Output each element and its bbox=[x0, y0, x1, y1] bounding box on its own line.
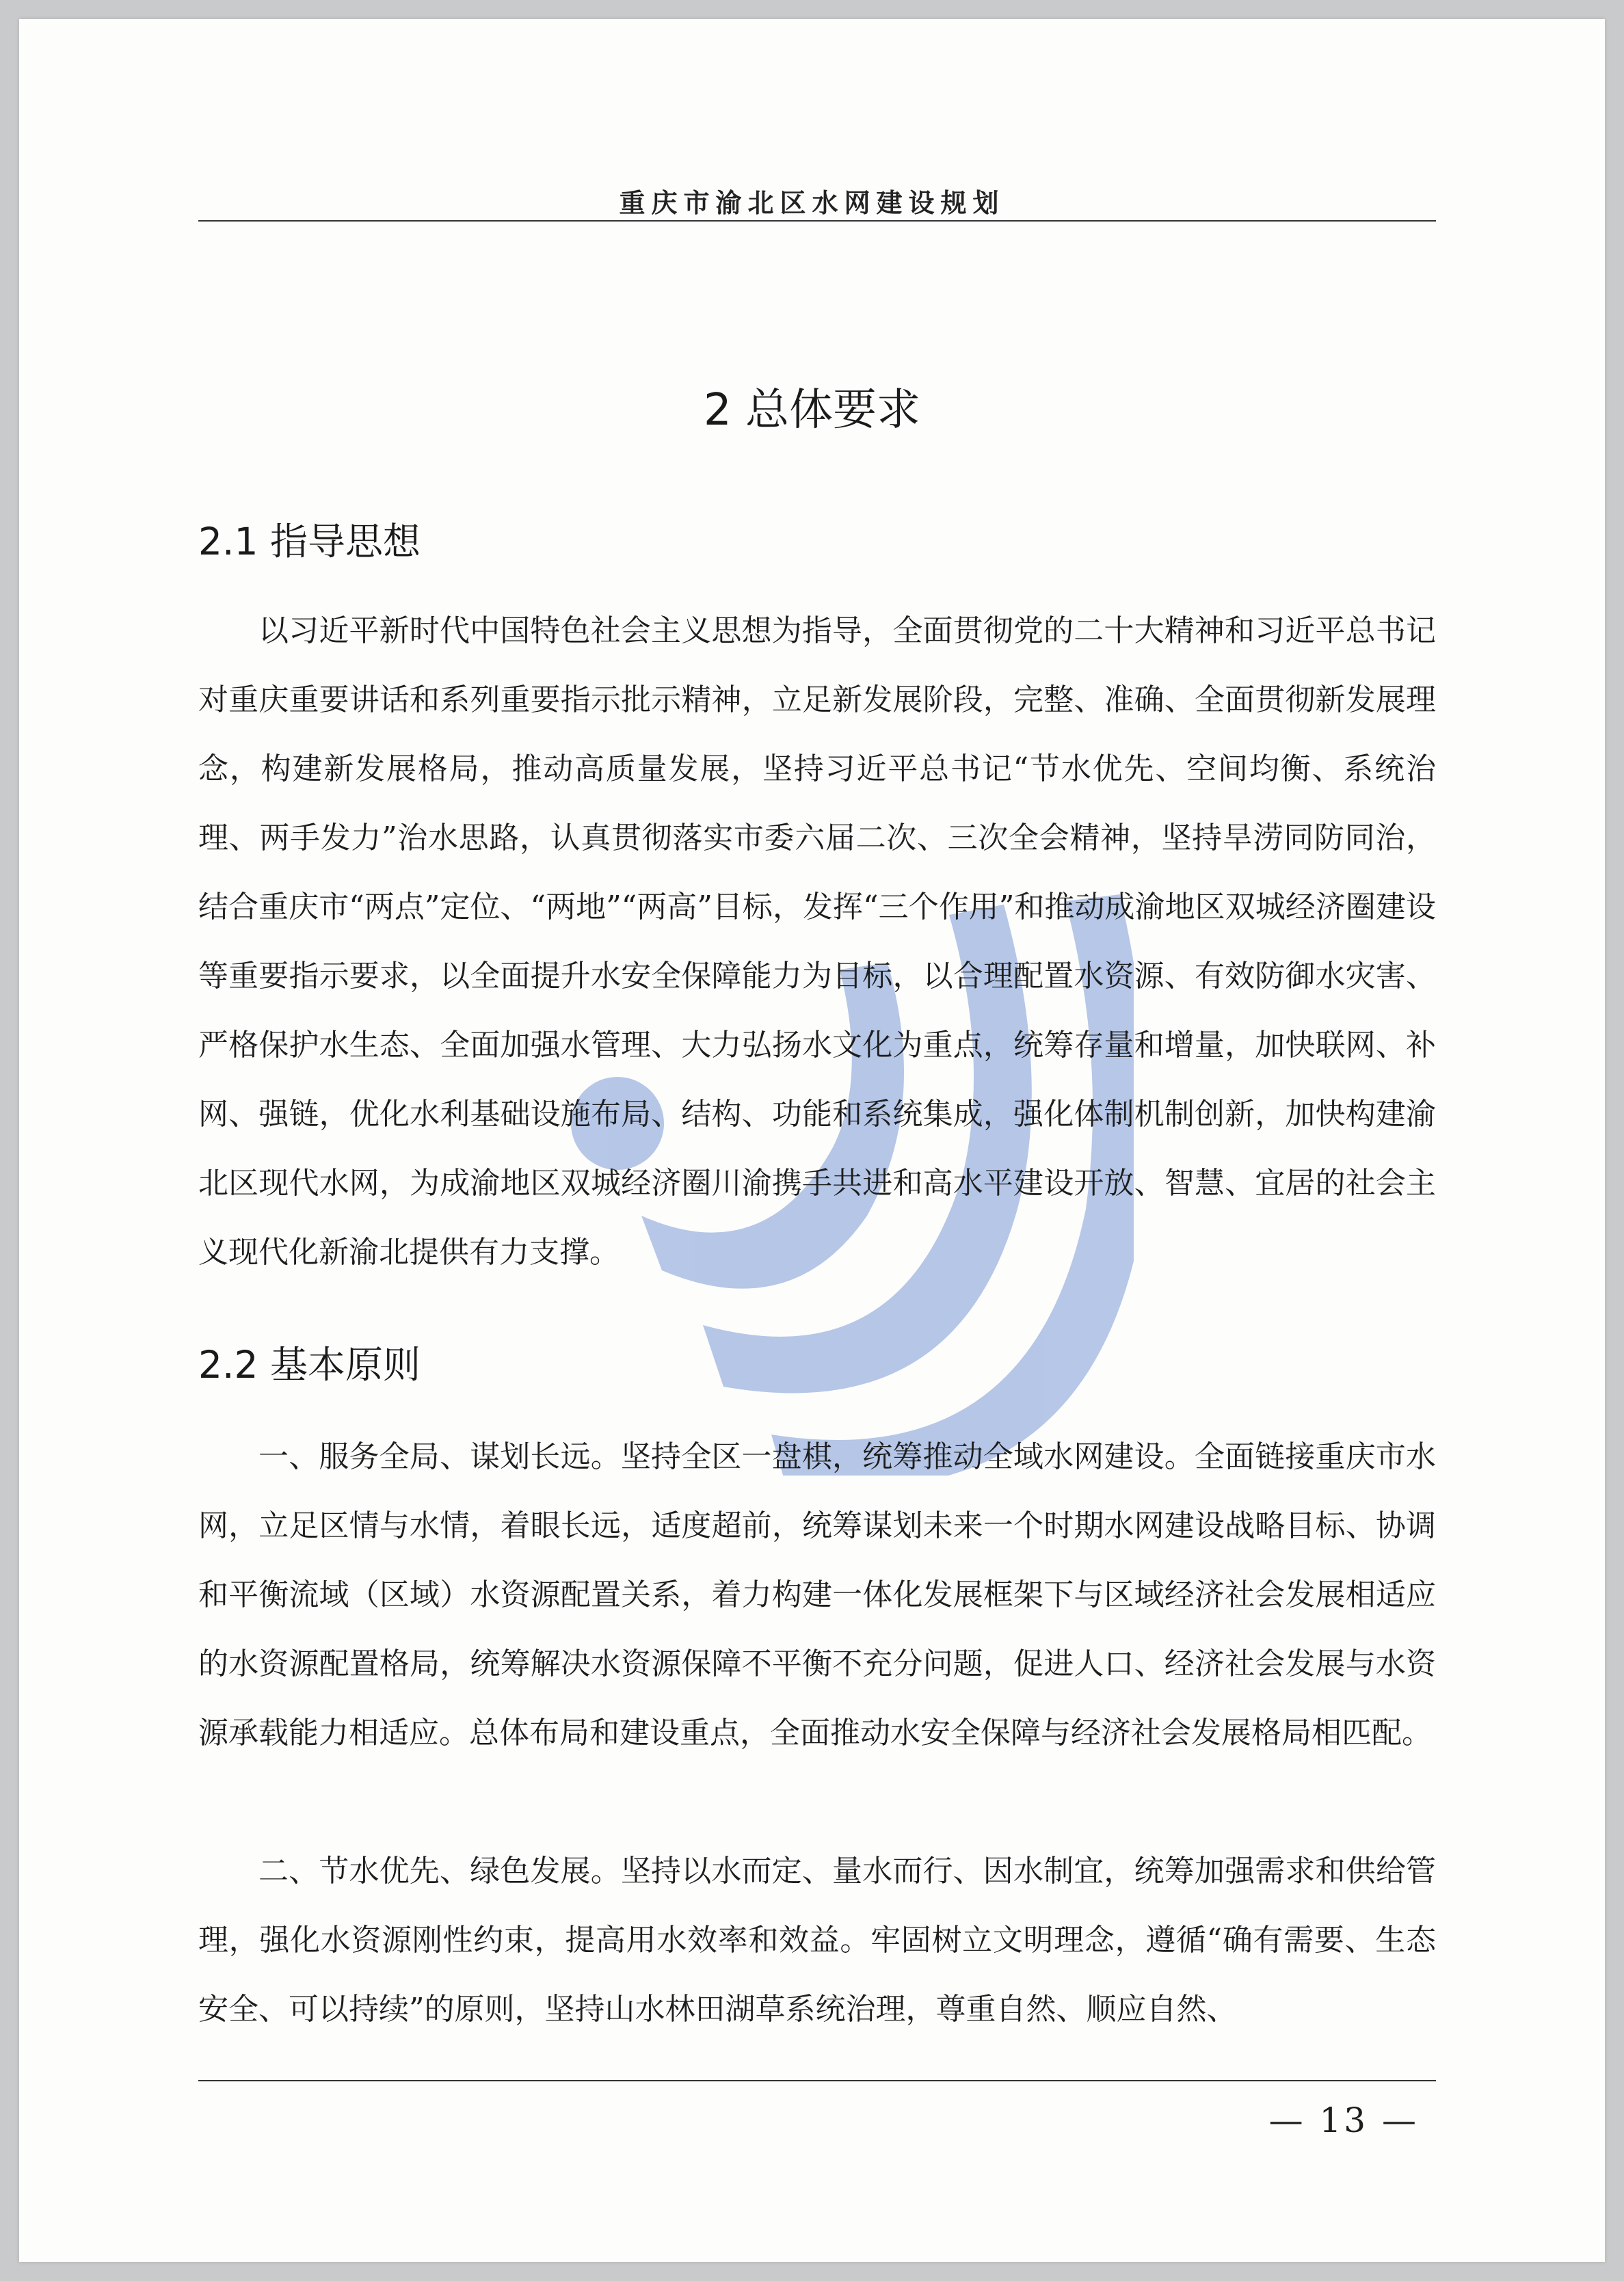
paragraph-guiding-ideology: 以习近平新时代中国特色社会主义思想为指导，全面贯彻党的二十大精神和习近平总书记对重庆重要讲话和系列重要指示批示精神，立足新发展阶段，完整、准确、全面贯彻新发展理念，构建新发展格局，推动高质量发展，坚持习近平总书记“节水优先、空间均衡、系统治理、两手发力”治水思路，认真贯彻落实市委六届二次、三次全会精神，坚持旱涝同防同治，结合重庆市“两点”定位、“两地”“两高”目标，发挥“三个作用”和推动成渝地区双城经济圈建设等重要指示要求，以全面提升水安全保障能力为目标，以合理配置水资源、有效防御水灾害、严格保护水生态、全面加强水管理、大力弘扬水文化为重点，统筹存量和增量，加快联网、补网、强链，优化水利基础设施布局、结构、功能和系统集成，强化体制机制创新，加快构建渝北区现代水网，为成渝地区双城经济圈川渝携手共进和高水平建设开放、智慧、宜居的社会主义现代化新渝北提供有力支撑。 bbox=[198, 613, 1436, 1270]
paragraph-principle-1: 一、服务全局、谋划长远。坚持全区一盘棋，统筹推动全域水网建设。全面链接重庆市水网，立足区情与水情，着眼长远，适度超前，统筹谋划未来一个时期水网建设战略目标、协调和平衡流域（区域）水资源配置关系，着力构建一体化发展框架下与区域经济社会发展相适应的水资源配置格局，统筹解决水资源保障不平衡不充分问题，促进人口、经济社会发展与水资源承载能力相适应。总体布局和建设重点，全面推动水安全保障与经济社会发展格局相匹配。 bbox=[198, 1439, 1436, 1750]
page-number: — 13 — bbox=[1268, 2100, 1419, 2140]
chapter-title: 2 总体要求 bbox=[703, 385, 921, 436]
paragraph-principle-2: 二、节水优先、绿色发展。坚持以水而定、量水而行、因水制宜，统筹加强需求和供给管理，强化水资源刚性约束，提高用水效率和效益。牢固树立文明理念，遵循“确有需要、生态安全、可以持续”的原则，坚持山水林田湖草系统治理，尊重自然、顺应自然、 bbox=[198, 1854, 1436, 2027]
section-title-2-2: 2.2 基本原则 bbox=[198, 1343, 421, 1387]
running-header-title: 重庆市渝北区水网建设规划 bbox=[619, 188, 1005, 218]
footer-divider bbox=[198, 2080, 1436, 2081]
section-title-2-1: 2.1 指导思想 bbox=[198, 520, 421, 563]
header-divider bbox=[198, 220, 1436, 222]
document-page bbox=[19, 19, 1605, 2262]
